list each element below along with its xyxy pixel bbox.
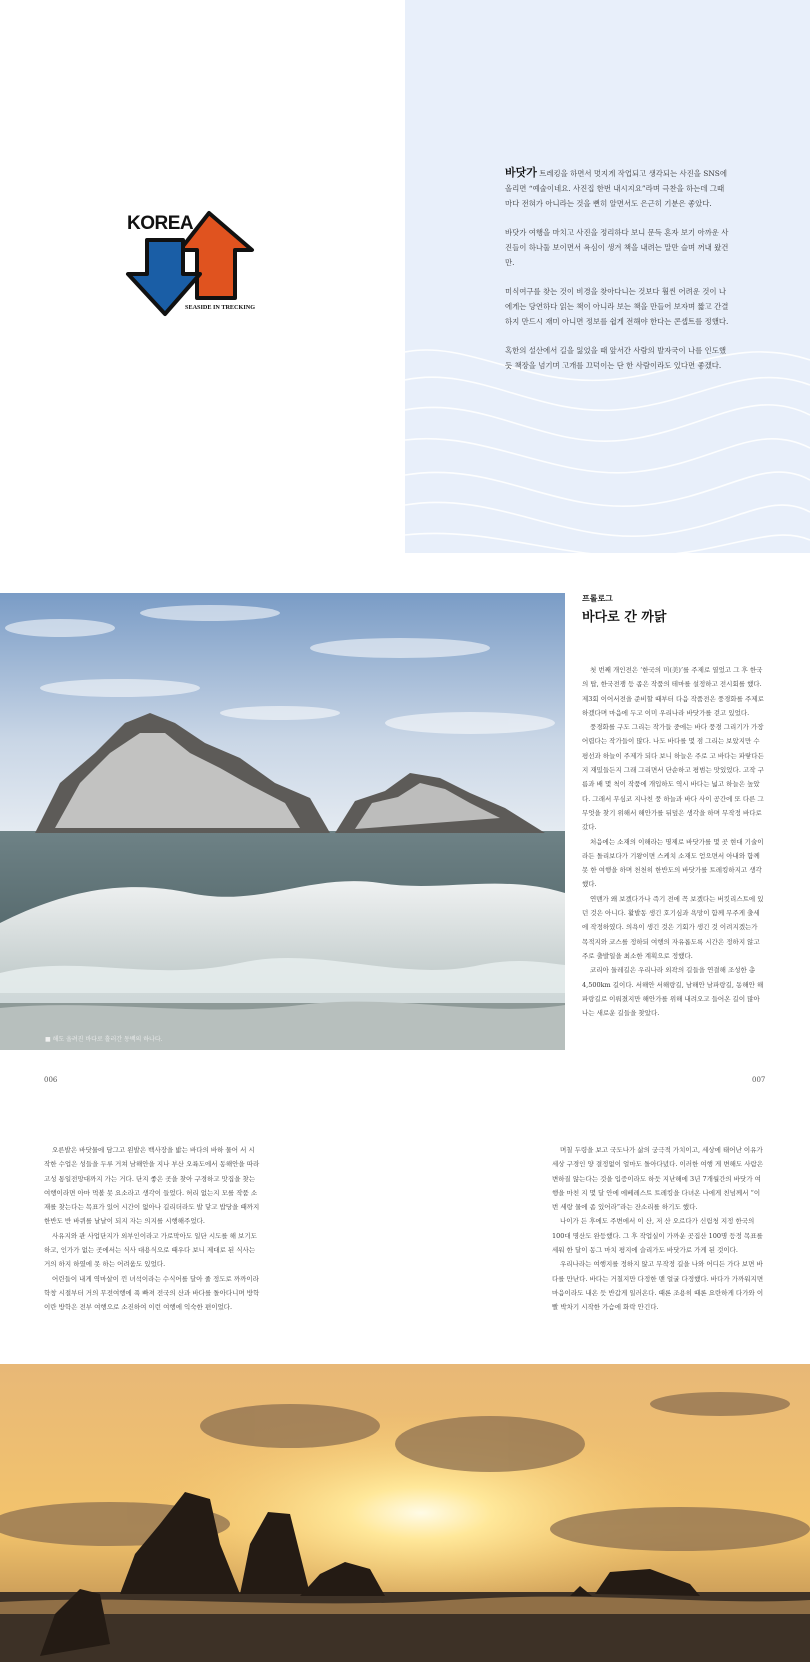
- intro-paragraph: 미식여구를 찾는 것이 비경을 찾아다니는 것보다 훨씬 어려운 것이 나에게는 당연하다 읽는 책이 아니라 보는 책을 만들어 보자며 짧고 간결하지 만드시 재미 아니면 정보를 쉽게 전해야 한다는 콘셉트를 정했다.: [505, 287, 729, 326]
- logo-tagline: SEASIDE IN TRECKING: [185, 304, 256, 311]
- body-paragraph: 풍경화를 구도 그리는 작가들 중에는 바다 풍경 그리기가 가장 어렵다는 작가들이 많다. 나도 바다를 몇 점 그리는 보았지만 수평선과 하늘이 주제가 되다 보니 하늘은 주로 고 바다는 파랗다든지 재밌들든지 그래 그리면서 단순하고 평범는 맛있었다. 고작 구름과 배 몇 척이 작품에 개입하도 역시 바다는 넓고 하늘은 높았다. 그래서 무심코 지나친 풍 하늘과 바다 사이 공간에 또 다른 그 무엇을 찾기 위해서 해안가를 뒤덮은 생각을 하며 무작정 바다로 갔다.: [582, 723, 764, 832]
- body-paragraph: 연맨가 왜 보겠다가나 즉기 전에 꼭 보겠다는 버킷리스트에 있던 것은 아니다. 활발동 생긴 호기심과 욕망이 함께 무주게 출세에 작정하였다. 의욕이 생긴 것은 기회가 생긴 것 이려지겠는가 목적지와 코스를 정하되 여행의 자유롭도록 시간은 정하지 않고 주로 출발일을 최소한 계획으로 정했다.: [582, 894, 764, 960]
- intro-lead-word: 바닷가: [505, 166, 537, 179]
- logo-word: KOREA: [127, 213, 194, 234]
- intro-paragraph: 바닷가 트레킹을 하면서 멋지게 작업되고 생각되는 사진을 SNS에 올리면 “예술이네요. 사진집 한번 내시지요”라며 극찬을 하는데 그때마다 전혀가 아니라는 것을 뻔히 알면서도 은근히 기분은 좋았다.: [505, 166, 727, 208]
- sunset-photo: [0, 1364, 810, 1662]
- body-paragraph: 어린들이 내게 역마살이 낀 녀석이라는 수식어를 달아 줄 정도로 까까이라 학창 시절부터 거의 무전여행에 푹 빠져 전국의 산과 바다를 돌아다니며 방학이란 방학은 전부 여행으로 소진하여 이런 여행에 익숙한 편이었다.: [44, 1274, 260, 1312]
- sunset-illustration: [0, 1364, 810, 1662]
- body-paragraph: 사유지와 관 사업단지가 외부인이라고 가로막아도 일단 시도를 해 보기도 하고, 인가가 없는 곳에서는 식사 대용식으로 때우다 보니 제대로 된 식사는 거의 하지 하였에 못 하는 어려움도 있었다.: [44, 1231, 257, 1269]
- body-paragraph: 첫 번째 개인전은 ‘한국의 미(美)’를 주제로 열었고 그 후 한국의 탑, 한국전쟁 등 좁은 작품의 테마를 설정하고 전시회를 했다. 제3회 이어서전을 준비할 때부터 다음 작품전은 풍경화를 주제로 하겠다며 마음에 두고 이미 우리나라 바닷가를 걷고 있었다.: [582, 666, 764, 717]
- body-paragraph: 나이가 든 후에도 주변에서 이 산, 저 산 오르다가 신림청 지정 한국의 100대 명산도 완등했다. 그 후 작업실이 가까운 곳집산 100명 등정 목표를 세워 한 달이 동그 마치 평지에 슬리가도 바닷가로 가게 된 것이다.: [552, 1217, 763, 1255]
- photo-caption: ■ 해도 올려진 바다로 흘러간 동백의 하나다.: [45, 1036, 163, 1043]
- section-title: 바다로 간 까닭: [582, 610, 667, 625]
- korea-seaside-logo: [125, 210, 265, 335]
- logo-arrows-graphic: [125, 210, 265, 335]
- body-paragraph: 코리아 둘레길은 우리나라 외곽의 길들을 연결해 조성한 총 4,500km 길이다. 서해안 서해랑길, 남해안 남파랑길, 동해안 해파랑길로 이뤄졌지만 해안가를 위해 내려오고 들어온 길이 많아 나는 새로운 길들을 찾았다.: [582, 966, 764, 1018]
- rock-island-illustration: [0, 593, 565, 1050]
- page-number-right: 007: [752, 1076, 766, 1084]
- text-column-right: [552, 1143, 766, 1315]
- body-paragraph: 며칠 두령을 보고 국도나가 삶의 궁극적 가치이고, 세상에 태어난 이유가 세상 구경인 양 결정없이 얼마도 돌아다녔다. 이러한 여행 게 변해도 사람은 변하질 않는다는 것을 입증이라도 하듯 지난해에 3년 7개월간의 바닷가 여행을 마친 지 몇 달 안에 에베레스트 트레킹을 다녀온 나에게 친넘께서 “이번 세랑 물에 좀 있어라”라는 잔소리를 하기도 했다.: [552, 1146, 764, 1212]
- intro-paragraph: 혹한의 설산에서 길을 잃었을 때 앞서간 사람의 발자국이 나를 인도했듯 책장을 넘기며 고개를 끄덕이는 단 한 사람이라도 있다면 좋겠다.: [505, 346, 727, 370]
- section-label: 프롤로그: [582, 594, 613, 603]
- intro-paragraph: 바닷가 여행을 마치고 사진을 정리하다 보니 문득 혼자 보기 아까운 사진들이 하나둘 보이면서 욕심이 생겨 책을 내려는 말만 슬며 꺼내 왔건만.: [505, 228, 729, 267]
- rock-island-photo: [0, 593, 565, 1050]
- intro-text: [505, 165, 730, 387]
- text-column-left: [44, 1143, 260, 1315]
- body-paragraph: 우리나라는 여행지를 정하지 않고 무작정 길을 나와 어디든 가다 보면 바다를 만난다. 바다는 거칠지만 다정한 맨 얼굴 다정했다. 바다가 가까워지면 마음이라도 내온 듯 반갑게 일러온다. 때론 조용히 때론 요란하게 다가와 이빨 박차기 시작한 가슴에 화락 안긴다.: [552, 1260, 764, 1312]
- body-paragraph: 오른발은 바닷물에 담그고 왼발은 백사장을 밟는 바다의 바하 물어 서 시작한 수업은 성들을 두루 거쳐 남해안을 지나 부산 오륙도에서 동해안을 따라 고성 통일전망대까지 가는 거다. 단지 좋은 곳을 찾아 구경하고 맛집을 찾는 여행이라면 아마 먹볼 못 요소라고 생각이 들었다. 허리 없는지 모를 작품 소재를 찾는다는 목표가 있어 시간이 없아나 길리더라도 발 닿고 밥당을 때까지 한반도 반 바퀴를 날날이 되지 자는 의지를 시행해주었다.: [44, 1146, 260, 1226]
- body-paragraph: 처음에는 소재의 이해라는 명제로 바닷가를 몇 곳 현대 기술이라든 돌리보다가 기왕이면 스케치 소재도 얻으면서 아내와 함께 못 한 여행을 하며 천천히 한반도의 바닷가를 트레킹하지고 생각했다.: [582, 837, 764, 889]
- page-number-left: 006: [44, 1076, 58, 1084]
- prologue-body: [582, 663, 765, 1020]
